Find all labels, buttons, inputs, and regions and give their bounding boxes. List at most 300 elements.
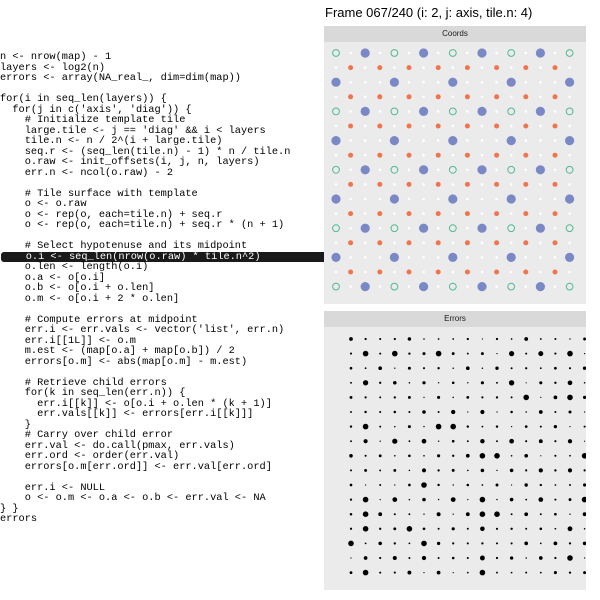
errors-point <box>365 543 367 545</box>
errors-point <box>452 440 455 443</box>
errors-point <box>510 469 514 473</box>
errors-point <box>569 484 571 486</box>
errors-point <box>511 484 512 485</box>
coords-point-other <box>408 285 411 288</box>
coords-point-other <box>510 183 513 186</box>
coords-point-child <box>494 182 499 187</box>
coords-strip-label: Coords <box>324 26 586 42</box>
code-line: errors[o.m[err.ord]] <- err.val[err.ord] <box>0 460 272 473</box>
coords-point-corner <box>333 108 340 115</box>
code-line: err.i[[k]] <- o[o.i + o.len * (k + 1)] <box>0 397 272 410</box>
errors-point <box>583 338 586 341</box>
errors-point <box>423 338 425 340</box>
code-line: o.b <- o[o.i + o.len] <box>0 282 155 294</box>
errors-point <box>437 571 441 575</box>
errors-point <box>511 513 513 515</box>
errors-point <box>554 455 556 457</box>
coords-point-other <box>408 52 411 55</box>
coords-point-child <box>377 270 382 275</box>
errors-point <box>584 528 586 530</box>
errors-point <box>467 440 469 442</box>
coords-point-child <box>523 94 528 99</box>
coords-point-other <box>379 52 382 55</box>
coords-point-other <box>554 139 557 142</box>
code-line: # Initialize template tile <box>0 114 186 126</box>
coords-point-other <box>452 66 455 69</box>
coords-point-child <box>407 182 412 187</box>
coords-point-child <box>377 124 382 129</box>
coords-point-child <box>348 124 353 129</box>
errors-point <box>363 511 369 517</box>
coords-point-midpoint <box>361 165 370 174</box>
code-line: o <- o.m <- o.a <- o.b <- err.val <- NA <box>0 492 266 504</box>
coords-point-other <box>554 256 557 259</box>
coords-point-other <box>539 212 542 215</box>
errors-point <box>422 352 425 355</box>
coords-point-midpoint <box>448 136 457 145</box>
errors-point <box>524 542 528 546</box>
coords-point-other <box>466 139 469 142</box>
coords-point-other <box>481 256 484 259</box>
coords-point-other <box>452 154 455 157</box>
errors-point <box>496 396 498 398</box>
errors-point <box>350 484 353 487</box>
errors-point <box>525 528 527 530</box>
coords-point-midpoint <box>448 78 457 87</box>
coords-point-other <box>568 271 571 274</box>
coords-point-midpoint <box>536 282 545 291</box>
errors-point <box>438 499 439 500</box>
coords-point-other <box>539 66 542 69</box>
errors-point <box>554 338 556 340</box>
errors-point <box>482 426 484 428</box>
coords-point-other <box>379 198 382 201</box>
coords-point-other <box>422 81 425 84</box>
coords-point-midpoint <box>477 165 486 174</box>
coords-point-child <box>553 94 558 99</box>
errors-point <box>394 455 396 457</box>
errors-point <box>540 338 542 340</box>
coords-point-other <box>452 212 455 215</box>
coords-point-other <box>554 169 557 172</box>
code-line: o.a <- o[o.i] <box>0 271 106 284</box>
coords-point-other <box>525 285 528 288</box>
errors-point <box>450 424 456 430</box>
errors-point <box>540 367 542 369</box>
coords-point-other <box>481 66 484 69</box>
coords-point-other <box>349 110 352 113</box>
errors-point <box>481 352 484 355</box>
errors-point <box>583 542 586 546</box>
errors-point <box>438 338 440 340</box>
coords-point-midpoint <box>507 194 516 203</box>
coords-point-other <box>335 125 338 128</box>
coords-point-midpoint <box>507 253 516 262</box>
errors-point <box>408 455 411 458</box>
coords-point-other <box>393 96 396 99</box>
coords-point-other <box>408 81 411 84</box>
errors-point <box>364 469 367 472</box>
coords-point-other <box>422 271 425 274</box>
errors-point <box>584 382 586 384</box>
coords-point-other <box>379 110 382 113</box>
coords-point-child <box>553 240 558 245</box>
coords-point-child <box>436 124 441 129</box>
code-line: err.n <- ncol(o.raw) - 2 <box>0 166 174 179</box>
errors-point <box>437 396 440 399</box>
coords-point-other <box>422 154 425 157</box>
errors-point <box>350 498 352 500</box>
coords-point-other <box>554 227 557 230</box>
coords-point-other <box>510 66 513 69</box>
coords-point-other <box>379 256 382 259</box>
errors-point <box>525 557 527 559</box>
coords-point-midpoint <box>507 136 516 145</box>
code-line: # Retrieve child errors <box>0 376 167 389</box>
code-line: # Compute errors at midpoint <box>0 313 198 326</box>
errors-point <box>350 440 352 442</box>
errors-point <box>481 542 483 544</box>
coords-point-other <box>539 125 542 128</box>
errors-point <box>511 542 513 544</box>
coords-point-other <box>335 242 338 245</box>
coords-point-other <box>554 52 557 55</box>
coords-point-other <box>422 125 425 128</box>
errors-point <box>496 382 498 384</box>
errors-point <box>437 469 439 471</box>
errors-point <box>554 353 556 355</box>
coords-point-midpoint <box>536 107 545 116</box>
coords-point-child <box>494 240 499 245</box>
errors-point <box>496 572 498 574</box>
errors-point <box>466 512 470 516</box>
errors-point <box>409 470 411 472</box>
coords-point-other <box>466 227 469 230</box>
coords-point-child <box>553 124 558 129</box>
coords-point-child <box>523 182 528 187</box>
errors-point <box>495 367 498 370</box>
coords-point-other <box>393 125 396 128</box>
errors-point <box>409 543 411 545</box>
coords-point-other <box>466 52 469 55</box>
errors-point <box>423 572 424 573</box>
errors-point <box>394 572 396 574</box>
errors-point <box>394 484 395 485</box>
errors-point <box>467 557 469 559</box>
errors-point <box>583 483 586 486</box>
coords-point-other <box>408 169 411 172</box>
errors-point <box>569 498 572 501</box>
coords-point-other <box>364 139 367 142</box>
coords-point-other <box>364 96 367 99</box>
code-line: err.ord <- order(err.val) <box>0 450 180 462</box>
errors-point <box>350 382 352 384</box>
errors-point <box>451 410 455 414</box>
errors-point <box>540 528 543 531</box>
coords-point-corner <box>508 225 515 232</box>
errors-point <box>539 410 543 414</box>
errors-point <box>583 512 586 516</box>
coords-point-midpoint <box>390 194 399 203</box>
errors-point <box>481 381 484 384</box>
coords-point-child <box>436 65 441 70</box>
errors-point <box>569 455 571 457</box>
coords-point-midpoint <box>565 78 574 87</box>
coords-panel <box>324 26 586 304</box>
coords-point-other <box>539 96 542 99</box>
coords-point-other <box>554 110 557 113</box>
errors-point <box>554 440 556 442</box>
errors-point <box>422 410 426 414</box>
errors-point <box>467 470 469 472</box>
errors-point <box>540 426 542 428</box>
errors-point <box>392 351 398 357</box>
errors-point <box>363 526 369 532</box>
errors-point <box>348 541 354 547</box>
errors-point <box>394 368 395 369</box>
coords-point-other <box>525 198 528 201</box>
coords-point-other <box>422 96 425 99</box>
code-line: layers <- log2(n) <box>0 61 106 74</box>
coords-point-child <box>407 94 412 99</box>
coords-point-child <box>523 153 528 158</box>
errors-point <box>423 426 424 427</box>
coords-point-corner <box>391 166 398 173</box>
errors-point <box>525 353 527 355</box>
errors-point <box>480 410 484 414</box>
errors-point <box>379 557 381 559</box>
errors-point <box>584 411 585 412</box>
errors-point <box>467 411 468 412</box>
errors-point <box>409 499 411 501</box>
errors-point <box>496 484 499 487</box>
errors-point <box>467 425 469 427</box>
errors-point <box>409 440 411 442</box>
errors-point <box>378 542 382 546</box>
coords-point-other <box>349 81 352 84</box>
errors-point <box>437 542 440 545</box>
coords-point-other <box>393 271 396 274</box>
errors-point <box>511 426 512 427</box>
code-line: for(i in seq_len(layers)) { <box>0 93 167 105</box>
errors-point <box>378 366 382 370</box>
code-line: o.len <- length(o.i) <box>0 261 149 273</box>
coords-point-corner <box>508 166 515 173</box>
errors-point <box>496 353 497 354</box>
coords-point-other <box>335 96 338 99</box>
errors-point <box>452 352 455 355</box>
coords-point-midpoint <box>419 224 428 233</box>
code-listing <box>0 52 345 525</box>
coords-point-other <box>481 125 484 128</box>
coords-point-midpoint <box>419 165 428 174</box>
errors-point <box>350 528 352 530</box>
coords-point-child <box>348 270 353 275</box>
errors-point <box>452 397 454 399</box>
coords-point-other <box>408 227 411 230</box>
coords-point-child <box>553 182 558 187</box>
errors-point <box>394 542 396 544</box>
errors-point <box>350 425 352 427</box>
coords-point-child <box>377 153 382 158</box>
coords-point-child <box>553 65 558 70</box>
errors-point <box>525 483 528 486</box>
coords-point-midpoint <box>536 165 545 174</box>
coords-point-other <box>525 169 528 172</box>
code-line: errors[o.m] <- abs(map[o.m] - m.est) <box>0 355 248 368</box>
errors-point <box>540 572 542 574</box>
code-line: tile.n <- n / 2^(i + large.tile) <box>0 135 223 147</box>
errors-point <box>567 351 573 357</box>
errors-point <box>554 557 556 559</box>
code-line: m.est <- (map[o.a] + map[o.b]) / 2 <box>0 345 235 357</box>
errors-point <box>482 484 484 486</box>
coords-point-other <box>568 242 571 245</box>
coords-point-midpoint <box>419 107 428 116</box>
errors-point <box>437 512 441 516</box>
coords-point-other <box>364 212 367 215</box>
errors-point <box>452 527 455 530</box>
coords-point-other <box>335 183 338 186</box>
coords-point-other <box>364 271 367 274</box>
code-line: err.i <- NULL <box>0 481 106 494</box>
coords-point-corner <box>508 283 515 290</box>
errors-point <box>584 426 586 428</box>
coords-point-corner <box>391 225 398 232</box>
errors-point <box>453 484 454 485</box>
errors-point <box>496 440 498 442</box>
coords-point-child <box>494 94 499 99</box>
errors-point <box>510 556 513 559</box>
errors-point <box>350 513 353 516</box>
errors-point <box>422 498 426 502</box>
coords-point-other <box>437 169 440 172</box>
errors-point <box>482 338 483 339</box>
coords-point-other <box>393 66 396 69</box>
errors-point <box>480 570 486 576</box>
coords-point-other <box>437 110 440 113</box>
coords-point-midpoint <box>477 224 486 233</box>
errors-point <box>392 439 397 444</box>
errors-point <box>524 337 528 341</box>
errors-point <box>582 497 586 503</box>
frame-title: Frame 067/240 (i: 2, j: axis, tile.n: 4) <box>325 5 533 20</box>
coords-point-other <box>408 139 411 142</box>
errors-point <box>379 382 381 384</box>
coords-point-midpoint <box>419 48 428 57</box>
errors-point <box>525 425 528 428</box>
errors-point <box>496 528 498 530</box>
errors-point <box>408 396 411 399</box>
coords-point-other <box>466 81 469 84</box>
errors-point <box>467 528 469 530</box>
errors-point <box>568 410 571 413</box>
errors-point <box>480 439 484 443</box>
errors-point <box>538 497 543 502</box>
errors-point <box>379 411 381 413</box>
errors-point <box>510 411 512 414</box>
errors-point <box>423 514 424 515</box>
coords-point-child <box>436 270 441 275</box>
coords-point-other <box>466 256 469 259</box>
coords-point-other <box>481 271 484 274</box>
errors-point <box>540 543 542 545</box>
errors-point <box>481 469 485 473</box>
code-line <box>0 304 345 315</box>
errors-point <box>438 440 439 441</box>
coords-point-other <box>393 212 396 215</box>
coords-point-corner <box>449 283 456 290</box>
coords-point-other <box>437 52 440 55</box>
coords-point-other <box>422 198 425 201</box>
code-line: o.i <- seq_len(nrow(o.raw) * tile.n^2) <box>1 252 341 263</box>
errors-point <box>422 556 426 560</box>
coords-point-child <box>436 153 441 158</box>
coords-point-child <box>465 65 470 70</box>
errors-point <box>408 411 410 413</box>
coords-point-other <box>408 198 411 201</box>
coords-point-other <box>510 271 513 274</box>
coords-point-other <box>481 154 484 157</box>
errors-point <box>496 557 498 559</box>
errors-point <box>554 367 557 370</box>
coords-point-other <box>525 227 528 230</box>
coords-point-child <box>494 211 499 216</box>
coords-point-child <box>377 94 382 99</box>
errors-point <box>511 396 513 398</box>
coords-point-other <box>481 96 484 99</box>
errors-point <box>350 367 353 370</box>
coords-point-child <box>465 211 470 216</box>
errors-point <box>554 396 558 400</box>
errors-point <box>379 469 381 471</box>
code-line: } <box>0 418 31 431</box>
coords-point-other <box>364 66 367 69</box>
errors-point <box>525 411 527 413</box>
errors-point <box>452 542 454 544</box>
coords-point-other <box>452 125 455 128</box>
coords-point-corner <box>566 283 573 290</box>
errors-point <box>365 367 367 369</box>
coords-point-other <box>539 271 542 274</box>
coords-point-child <box>465 240 470 245</box>
coords-point-child <box>348 153 353 158</box>
code-line: for(k in seq_len(err.n)) { <box>0 387 186 399</box>
code-line: errors <- array(NA_real_, dim=dim(map)) <box>0 72 241 84</box>
errors-point <box>569 426 570 427</box>
errors-point <box>494 511 500 517</box>
errors-point <box>453 572 454 573</box>
coords-point-other <box>364 242 367 245</box>
coords-point-corner <box>566 166 573 173</box>
coords-point-other <box>437 139 440 142</box>
errors-point <box>482 367 483 368</box>
coords-point-midpoint <box>361 107 370 116</box>
errors-point <box>540 484 542 486</box>
code-line: # Carry over child error <box>0 429 174 441</box>
coords-point-child <box>377 182 382 187</box>
coords-point-other <box>510 242 513 245</box>
errors-point <box>582 453 586 459</box>
errors-point <box>480 497 486 503</box>
coords-point-other <box>539 242 542 245</box>
coords-point-child <box>494 270 499 275</box>
coords-point-other <box>349 256 352 259</box>
errors-point <box>511 572 513 574</box>
errors-point <box>467 338 469 340</box>
coords-point-child <box>348 211 353 216</box>
errors-point <box>496 425 498 427</box>
